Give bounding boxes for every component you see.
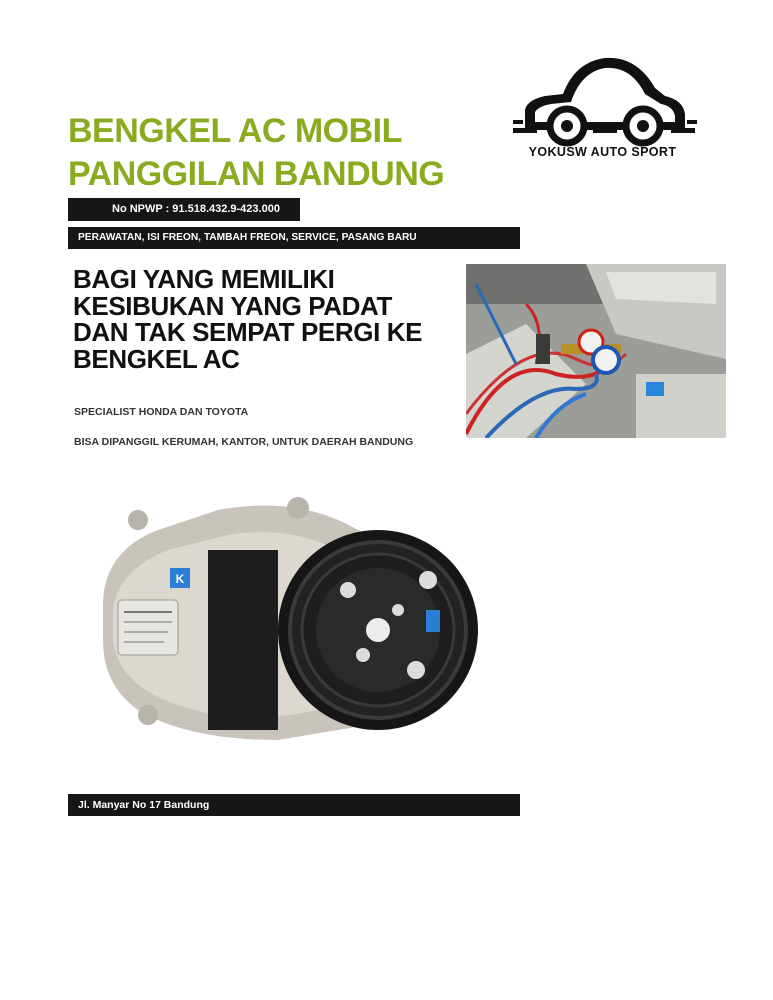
compressor-photo	[98, 490, 478, 745]
services-bar: PERAWATAN, ISI FREON, TAMBAH FREON, SERVICE, PASANG BARU	[68, 227, 520, 249]
brand-name: YOKUSW AUTO SPORT	[528, 145, 677, 159]
headline-line-4: BENGKEL AC	[73, 343, 240, 374]
car-icon	[505, 48, 700, 148]
headline-line-3: DAN TAK SEMPAT PERGI KE	[73, 317, 423, 347]
call-service-text: BISA DIPANGGIL KERUMAH, KANTOR, UNTUK DAERAH BANDUNG	[74, 436, 414, 448]
compressor-brand-label: K	[175, 572, 185, 586]
headline	[73, 266, 463, 372]
title-line-2: PANGGILAN BANDUNG	[68, 155, 445, 193]
page-title	[68, 110, 444, 196]
headline-line-1: BAGI YANG MEMILIKI	[73, 264, 335, 294]
title-line-1: BENGKEL AC MOBIL	[68, 112, 402, 150]
engine-photo	[466, 264, 726, 438]
address-bar: Jl. Manyar No 17 Bandung	[68, 794, 520, 816]
specialist-text: SPECIALIST HONDA DAN TOYOTA	[74, 406, 249, 418]
npwp-bar: No NPWP : 91.518.432.9-423.000	[68, 198, 300, 221]
headline-line-2: KESIBUKAN YANG PADAT	[73, 290, 392, 321]
